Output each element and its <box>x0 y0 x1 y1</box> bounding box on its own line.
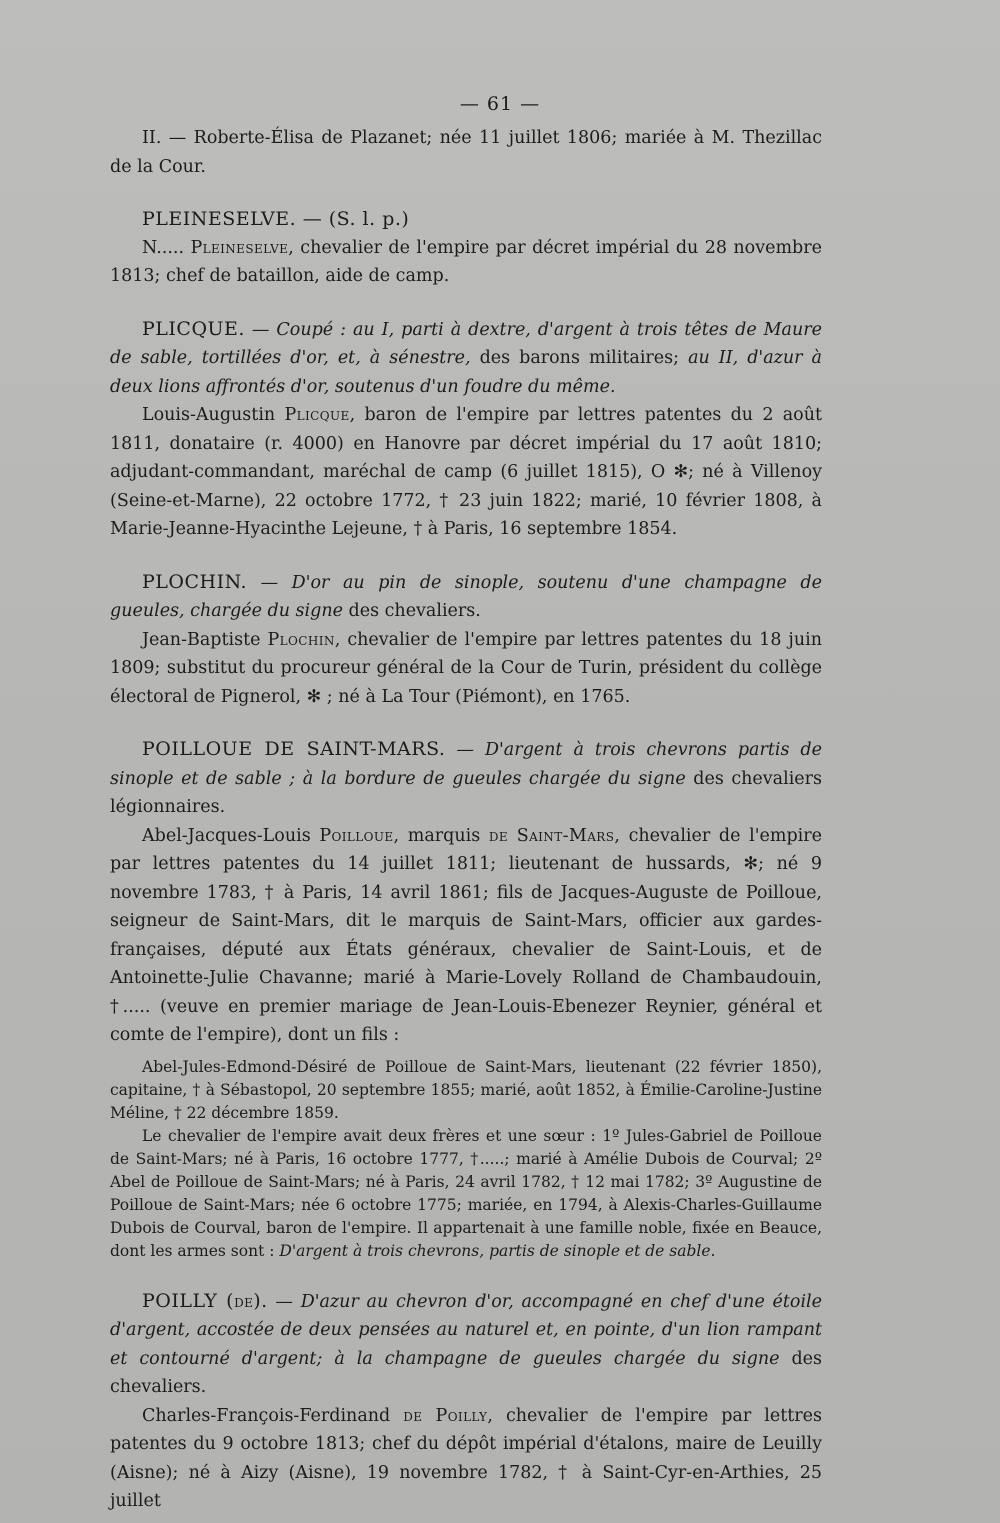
note-paragraph <box>110 1125 822 1263</box>
person-surname: Plochin <box>267 629 335 650</box>
coat-of-arms-text: — D'argent à trois chevrons partis de sinople et de sable ; à la bordure de gueules chargée du signe <box>110 740 822 789</box>
person-surname: Pleineselve <box>190 237 289 258</box>
person-space <box>422 1406 435 1426</box>
entry-heading-paragraph: POILLY (de). — D'azur au chevron d'or, accompagné en chef d'une étoile d'argent, accostée de deux pensées au naturel et, en pointe, d'un lion rampant et contourné d'argent; à la champagne de gueules chargée du signe des chevaliers. <box>110 1289 823 1397</box>
entry-text: , chevalier de l'empire par lettres patentes du 18 juin 1809; substitut du procureur général de la Cour de Turin, président du collège électoral de Pignerol, ✻ ; né à La Tour (Piémont), en 1765. <box>110 629 822 707</box>
entry-plochin <box>110 568 822 712</box>
entry-heading-paragraph <box>110 735 822 822</box>
entry-text: , chevalier de l'empire par lettres patentes du 9 octobre 1813; chef du dépôt impérial d'étalons, maire de Leuilly (Aisne); né à Aizy (Aisne), 19 novembre 1782, † à Saint-Cyr-en-Arthies, 25 juillet <box>110 1405 822 1511</box>
entry-pleineselve <box>110 205 822 291</box>
entry-poilloue <box>110 735 822 1263</box>
person-surname: Poilloue <box>319 825 394 846</box>
coat-of-arms-text: — D'or au pin de sinople, soutenu d'une champagne de gueules, chargée du signe <box>110 572 822 621</box>
person-surname: Saint-Mars <box>516 825 615 846</box>
entry-heading-paragraph <box>110 568 822 626</box>
person-title: , marquis <box>393 825 489 846</box>
person-surname: Poilly <box>435 1405 488 1426</box>
entry-paragraph <box>110 401 822 544</box>
entry-paragraph <box>110 822 822 1050</box>
person-given-names: Jean-Baptiste <box>142 629 268 650</box>
entry-text: , chevalier de l'empire par lettres patentes du 14 juillet 1811; lieutenant de hussards, ✻; né 9 novembre 1783, † à Paris, 14 avril 1861; fils de Jacques-Auguste de Poilloue, seigneur de Saint-Mars, dit le marquis de Saint-Mars, officier aux gardes-françaises, député aux États généraux, chevalier de Saint-Louis, et de Antoinette-Julie Chavanne; marié à Marie-Lovely Rolland de Chambaudouin, †..... (veuve en premier mariage de Jean-Louis-Ebenezer Reynier, général et comte de l'empire), dont un fils : <box>110 825 822 1045</box>
coat-of-arms-text: au II, d'azur à deux lions affrontés d'or, soutenus d'un foudre du même. <box>110 348 822 397</box>
person-given-names: Abel-Jacques-Louis <box>142 825 320 846</box>
son-paragraph: Abel-Jules-Edmond-Désiré de Poilloue de Saint-Mars, lieutenant (22 février 1850), capitaine, † à Sébastopol, 20 septembre 1855; marié, août 1852, à Émilie-Caroline-Justine Méline, † 22 décembre 1859. <box>110 1057 822 1122</box>
page-number: — 61 — <box>459 93 541 115</box>
coat-of-arms-text: D'argent à trois chevrons, partis de sinople et de sable. <box>279 1241 716 1260</box>
entry-text: , baron de l'empire par lettres patentes du 2 août 1811, donataire (r. 4000) en Hanovre par décret impérial du 17 août 1810; adjudant-commandant, maréchal de camp (6 juillet 1815), O ✻; né à Villenoy (Seine-et-Marne), 22 octobre 1772, † 23 juin 1822; marié, 10 février 1808, à Marie-Jeanne-Hyacinthe Lejeune, † à Paris, 16 septembre 1854. <box>110 405 822 539</box>
coat-of-arms-text: — Coupé : au I, parti à dextre, d'argent à trois têtes de Maure de sable, tortillées d'or, et, à sénestre, <box>110 319 822 368</box>
heading-particle: de <box>234 1291 254 1312</box>
intro-paragraph: II. — Roberte-Élisa de Plazanet; née 11 juillet 1806; mariée à M. Thezillac de la Cour. <box>110 128 822 177</box>
coat-of-arms-plain: des barons militaires; <box>470 348 689 368</box>
entry-poilly <box>110 1287 822 1516</box>
person-surname: Plicque <box>284 405 350 425</box>
person-particle: de <box>488 825 509 846</box>
entry-heading: PLOCHIN. <box>142 570 248 593</box>
entry-paragraph <box>110 1402 822 1516</box>
coat-of-arms-plain: des chevaliers légionnaires. <box>110 768 823 817</box>
note-text: Le chevalier de l'empire avait deux frères et une sœur : 1º Jules-Gabriel de Poilloue de Saint-Mars; né à Paris, 16 octobre 1777, †.....; marié à Amélie Dubois de Courval; 2º Abel de Poilloue de Saint-Mars; né à Paris, 24 avril 1782, † 12 mai 1782; 3º Augustine de Poilloue de Saint-Mars; née 6 octobre 1775; mariée, en 1794, à Alexis-Charles-Guillaume Dubois de Courval, baron de l'empire. Il appartenait à une famille noble, fixée en Beauce, dont les armes sont : <box>110 1126 822 1260</box>
entry-prefix: N..... <box>142 237 191 258</box>
entry-heading: POILLY <box>142 1289 218 1312</box>
entry-heading: POILLOUE DE SAINT-MARS. <box>142 738 446 760</box>
coat-of-arms-plain: des chevaliers. <box>342 601 481 621</box>
person-particle: de <box>403 1405 423 1426</box>
entry-text: , chevalier de l'empire par décret impérial du 28 novembre 1813; chef de bataillon, aide de camp. <box>110 237 822 286</box>
coat-of-arms-plain: des chevaliers. <box>110 1348 822 1397</box>
entry-paragraph <box>110 234 822 291</box>
page-body <box>110 124 822 1516</box>
entry-heading-paragraph <box>110 315 822 402</box>
entry-paragraph <box>110 626 822 712</box>
entry-heading: PLEINESELVE. — (S. l. p.) <box>142 208 410 230</box>
person-given-names: Charles-François-Ferdinand <box>142 1405 404 1426</box>
person-space <box>508 826 517 846</box>
person-given-names: Louis-Augustin <box>142 405 285 425</box>
entry-heading: PLICQUE. <box>142 317 245 340</box>
entry-plicque <box>110 315 822 544</box>
coat-of-arms-text: — D'azur au chevron d'or, accompagné en chef d'une étoile d'argent, accostée de deux pensées au naturel et, en pointe, d'un lion rampant et contourné d'argent; à la champagne de gueules chargée du signe <box>110 1291 823 1369</box>
